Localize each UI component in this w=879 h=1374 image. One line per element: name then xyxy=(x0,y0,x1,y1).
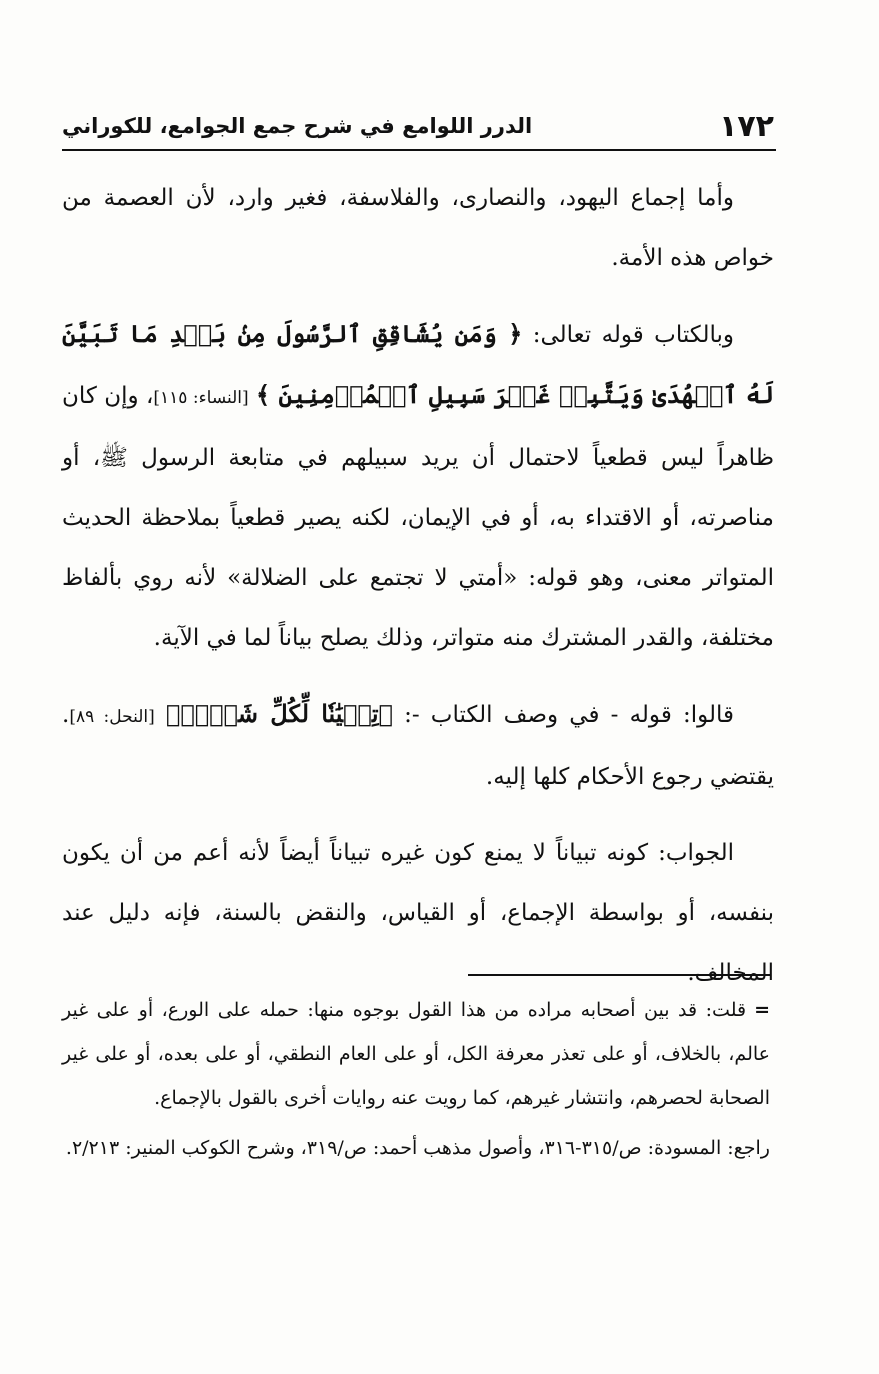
quran-verse-nisa: ﴿ وَمَن يُشَاقِقِ ٱلرَّسُولَ مِنۢ بَعۡدِ مَا تَبَيَّنَ لَهُ ٱلۡهُدَىٰ وَيَتَّبِعۡ غَيۡرَ سَبِيلِ ٱلۡمُؤۡمِنِينَ ﴾ xyxy=(62,319,774,409)
footnote-2 xyxy=(62,1126,770,1170)
footnote-continuation-marker: = xyxy=(754,999,770,1021)
paragraph-3 xyxy=(62,684,774,807)
citation-nisa: [النساء: ١١٥] xyxy=(153,388,249,408)
footnote-divider xyxy=(468,974,770,976)
paragraph-4 xyxy=(62,823,774,1003)
header-divider xyxy=(62,149,776,151)
paragraph-2 xyxy=(62,304,774,668)
citation-nahl: [النحل: ٨٩] xyxy=(69,707,155,727)
running-title: الدرر اللوامع في شرح جمع الجوامع، للكوراني xyxy=(62,114,533,138)
footnote-1-text: قلت: قد بين أصحابه مراده من هذا القول بوجوه منها: حمله على الورع، أو على غير عالم، بالخلاف، أو على تعذر معرفة الكل، أو على العام النطقي، أو على بعده، أو على غير الصحابة لحصرهم، وانتشار غيرهم، كما رويت عنه روايات أخرى بالقول بالإجماع. xyxy=(62,999,770,1109)
main-text xyxy=(62,168,774,1019)
paragraph-1-text: وأما إجماع اليهود، والنصارى، والفلاسفة، فغير وارد، لأن العصمة من خواص هذه الأمة. xyxy=(62,185,774,271)
quran-verse-nahl: ﴿تِبۡيَٰنٗا لِّكُلِّ شَيۡءٖ﴾ xyxy=(165,699,393,728)
footnote-2-text: راجع: المسودة: ص/٣١٥-٣١٦، وأصول مذهب أحمد: ص/٣١٩، وشرح الكوكب المنير: ٢/٢١٣. xyxy=(65,1137,770,1159)
paragraph-2-rest: ، وإن كان ظاهراً ليس قطعياً لاحتمال أن يريد سبيلهم في متابعة الرسول ﷺ، أو مناصرته، أو الاقتداء به، أو في الإيمان، لكنه يصير قطعياً بملاحظة الحديث المتواتر معنى، وهو قوله: «أمتي لا تجتمع على الضلالة» لأنه روي بألفاظ مختلفة، والقدر المشترك منه متواتر، وذلك يصلح بياناً لما في الآية. xyxy=(62,383,774,651)
paragraph-4-text: الجواب: كونه تبياناً لا يمنع كون غيره تبياناً أيضاً لأنه أعم من أن يكون بنفسه، أو بواسطة الإجماع، أو القياس، والنقض بالسنة، فإنه دليل عند المخالف. xyxy=(62,840,774,986)
page-number: ١٧٢ xyxy=(719,108,774,144)
paragraph-3-rest: . يقتضي رجوع الأحكام كلها إليه. xyxy=(62,702,774,790)
paragraph-3-intro: قالوا: قوله - في وصف الكتاب -: xyxy=(404,702,735,728)
footnote-1 xyxy=(62,988,770,1120)
paragraph-2-intro: وبالكتاب قوله تعالى: xyxy=(532,322,734,348)
footnotes xyxy=(62,988,770,1176)
page-header xyxy=(62,104,774,148)
paragraph-1 xyxy=(62,168,774,288)
